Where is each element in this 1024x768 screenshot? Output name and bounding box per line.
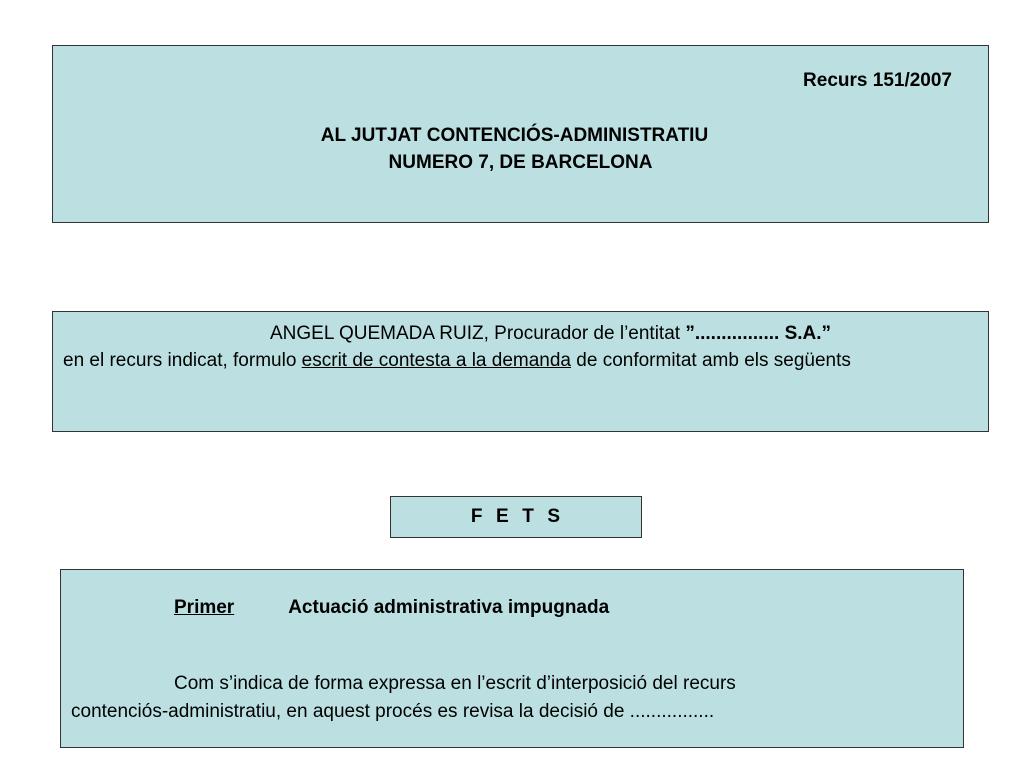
section-number: Primer bbox=[174, 597, 235, 618]
document-type: escrit de contesta a la demanda bbox=[301, 350, 572, 371]
section-title: Actuació administrativa impugnada bbox=[288, 597, 610, 618]
case-number: Recurs 151/2007 bbox=[803, 70, 952, 91]
section-box bbox=[60, 569, 964, 748]
intro-paragraph bbox=[63, 320, 963, 374]
section-body-line-2: contenciós-administratiu, en aquest procés es revisa la decisió de ................ bbox=[71, 701, 715, 722]
court-name-line-1: AL JUTJAT CONTENCIÓS-ADMINISTRATIU bbox=[320, 125, 709, 146]
intro-text-part-3: de conformitat amb els següents bbox=[571, 350, 851, 371]
facts-heading: F E T S bbox=[470, 506, 562, 527]
intro-text-part-2: en el recurs indicat, formulo bbox=[63, 350, 302, 371]
facts-heading-box bbox=[390, 496, 642, 538]
entity-name: ”................ S.A.” bbox=[685, 323, 832, 344]
header-box bbox=[52, 45, 989, 223]
court-name-line-2: NUMERO 7, DE BARCELONA bbox=[388, 152, 653, 173]
intro-text-part-1: ANGEL QUEMADA RUIZ, Procurador de l’entitat bbox=[270, 323, 686, 344]
section-body bbox=[71, 670, 951, 726]
section-body-line-1: Com s’indica de forma expressa en l’escrit d’interposició del recurs bbox=[174, 673, 736, 694]
section-header bbox=[174, 597, 609, 619]
intro-box bbox=[52, 311, 989, 432]
